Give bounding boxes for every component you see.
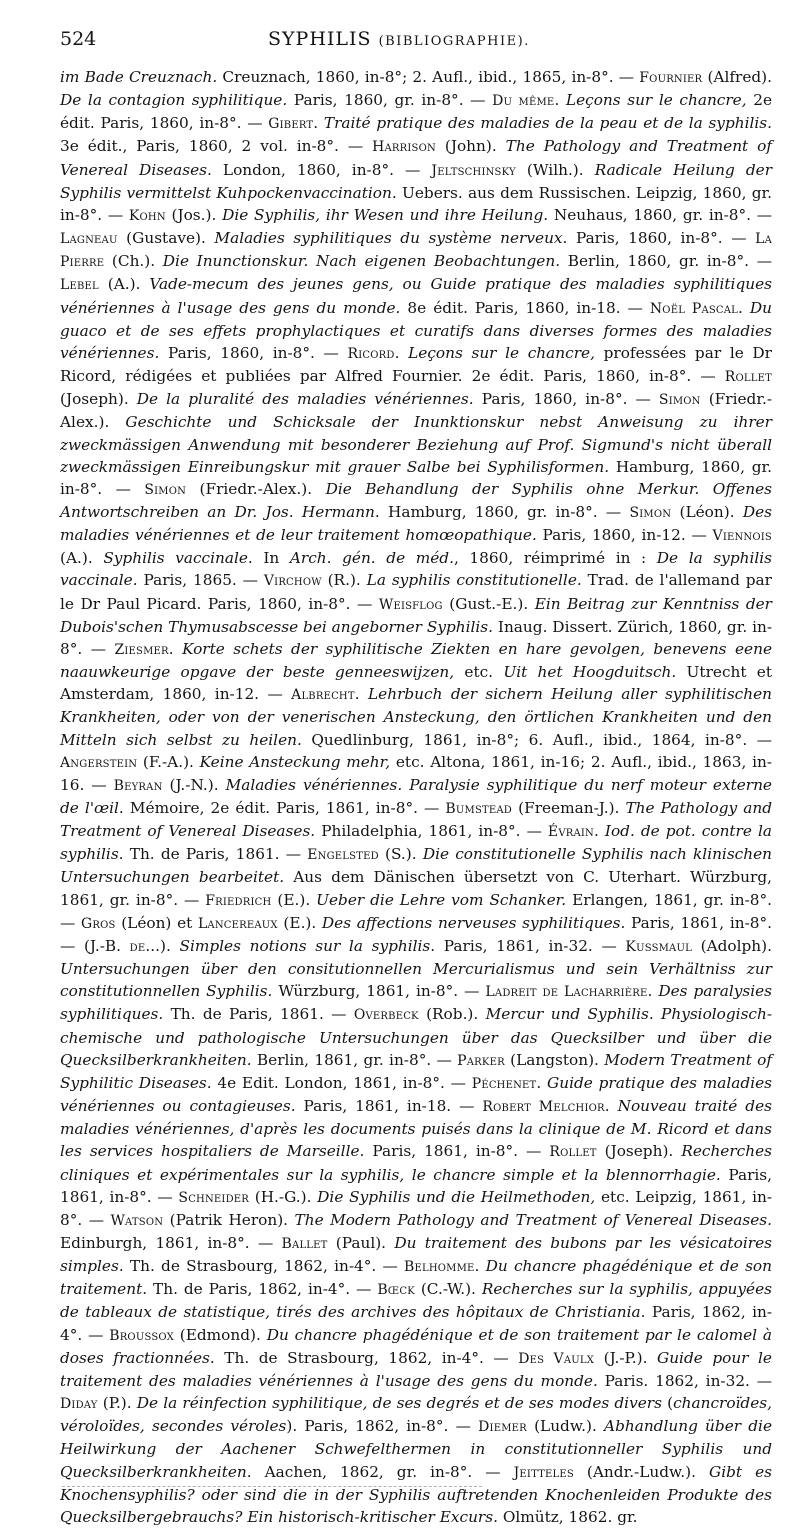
citation-text: . <box>604 1097 618 1116</box>
citation-text: (Langston). <box>504 1050 605 1069</box>
citation-text: (E.). <box>271 890 317 909</box>
work-title: Keine Ansteckung mehr, <box>199 752 391 771</box>
work-title: Maladies syphilitiques du système nerveux. <box>214 229 568 248</box>
citation-text: (P.). <box>97 1394 137 1413</box>
work-title: Die Syphilis und die Heilmethoden, <box>317 1187 596 1206</box>
work-title: The Pathology and Treatment of Venereal Diseases. <box>60 137 772 179</box>
citation-text: (Friedr.-Alex.). <box>60 390 773 432</box>
citation-text: Paris, 1860, in-8°. — <box>567 229 756 248</box>
running-title <box>268 28 530 50</box>
work-title: Die Syphilis, ihr Wesen und ihre Heilung. <box>222 205 549 224</box>
work-title: Du chancre phagédénique et de son traitement par le calomel à doses fractionnées. <box>60 1325 773 1367</box>
work-title: Du guaco et de ses effets prophylactiques et curatifs dans diverses formes des maladies vénériennes. <box>60 298 773 362</box>
citation-text: (Rob.). <box>418 1005 486 1024</box>
work-title: The Pathology and Treatment of Venereal Diseases. <box>60 799 772 841</box>
citation-text: (John). <box>435 137 506 156</box>
citation-text: (Léon) et <box>115 913 198 932</box>
citation-text: professées par le Dr Ricord, rédigées et publiées par Alfred Fournier. 2e édit. Paris, 1860, in-8°. — <box>60 343 772 386</box>
citation-text: Inaug. Dissert. Zürich, 1860, gr. in-8°. — <box>60 617 772 658</box>
citation-text: (C.-W.). <box>414 1280 482 1299</box>
work-title: Gibt es Knochensyphilis? oder sind die in der Syphilis auftretenden Knochenleiden Produkte des Quecksilbergebrauchs? Ein historisch-kritischer Excurs. <box>60 1462 773 1526</box>
work-title: Lehrbuch der sichern Heilung aller syphilitischen Krankheiten, oder von der venerischen Ansteckung, den örtlichen Krankheiten und den Mitteln sich selbst zu heilen. <box>60 685 772 749</box>
author-name: Diday <box>60 1396 98 1413</box>
author-name: de <box>129 938 146 955</box>
author-name: Harrison <box>372 139 436 156</box>
citation-text: Paris, 1861, in-8°. — (J.-B. <box>60 913 772 955</box>
citation-text: (Edmond). <box>173 1325 267 1344</box>
author-name: Lagneau <box>60 231 118 248</box>
author-name: Rollet <box>549 1144 597 1161</box>
work-title: Recherches sur la syphilis, appuyées de tableaux de statistique, tirés des archives des hôpitaux de Christiania. <box>60 1280 772 1322</box>
citation-text: . <box>647 982 659 1001</box>
running-title-sub: (BIBLIOGRAPHIE). <box>378 34 530 49</box>
work-title: Recherches cliniques et expérimentales sur la syphilis, le chancre simple et la blennorrhagie. <box>60 1142 772 1184</box>
author-name: Rollet <box>724 369 772 386</box>
author-name: La Pierre <box>60 231 772 271</box>
citation-text: (Jos.). <box>165 205 223 224</box>
author-name: Jeitteles <box>513 1464 574 1481</box>
work-title: Korte schets der syphilitische Ziekten en hare gevolgen, benevens eene naauwkeurige opgave der beste genneeswijzen, <box>60 639 772 682</box>
work-title: im Bade Creuznach. <box>60 68 218 86</box>
citation-text: (Léon). <box>671 502 743 521</box>
author-name: Bumstead <box>445 801 513 817</box>
work-title: Abhandlung über die Heilwirkung der Aachener Schwefelthermen in constitutionneller Syphilis und Quecksilberkrankheiten. <box>60 1417 772 1481</box>
citation-text: Paris, 1860, in-8°. — <box>473 390 659 409</box>
work-title: Die Behandlung der Syphilis ohne Merkur. Offenes Antwortschreiben an Dr. Jos. Hermann. <box>60 479 772 521</box>
work-title: Du chancre phagédénique et de son traitement. <box>60 1257 772 1299</box>
citation-text: Hamburg, 1860, gr. in-8°. — <box>60 457 772 498</box>
citation-text: (Gust.-E.). <box>442 594 535 613</box>
citation-text: 2e édit. Paris, 1860, in-8°. — <box>60 91 772 133</box>
citation-text: Paris, 1861, in-8°. — <box>60 1165 772 1206</box>
author-name: Ballet <box>281 1235 328 1252</box>
citation-text: Berlin, 1860, gr. in-8°. — <box>560 252 773 271</box>
work-title: Mercur und Syphilis. Physiologisch-chemische und pathologische Untersuchungen über das Quecksilber und über die Quecksilberkrankheiten. <box>60 1005 773 1069</box>
author-name: Overbeck <box>353 1007 419 1024</box>
citation-text: 4e Edit. London, 1861, in-8°. — <box>211 1073 472 1092</box>
author-name: Péchenet <box>471 1075 537 1092</box>
running-header <box>60 28 772 62</box>
citation-text: Erlangen, 1861, gr. in-8°. — <box>60 890 772 932</box>
citation-text: (Freeman-J.). <box>512 799 626 817</box>
author-name: Beyran <box>113 777 163 794</box>
author-name: Ricord <box>347 345 395 362</box>
work-title: Guide pour le traitement des maladies vénériennes à l'usage des gens du monde. <box>60 1348 772 1390</box>
citation-text: 3e édit., Paris, 1860, 2 vol. in-8°. — <box>60 137 373 156</box>
citation-text: Olmütz, 1862. gr. <box>497 1507 638 1526</box>
citation-text: (Ch.). <box>104 252 163 271</box>
citation-text: Paris, 1861, in-32. — <box>435 936 626 955</box>
citation-text: Hamburg, 1860, gr. in-8°. — <box>379 502 630 521</box>
citation-text: Philadelphia, 1861, in-8°. — <box>315 822 548 841</box>
citation-text: (Adolph). <box>691 936 772 955</box>
citation-text: etc. <box>454 663 504 682</box>
citation-text: In <box>252 549 290 568</box>
work-title: Iod. de pot. contre la syphilis. <box>60 822 772 864</box>
citation-text: Mémoire, 2e édit. Paris, 1861, in-8°. — <box>123 799 446 817</box>
work-title: Des maladies vénériennes et de leur traitement homœopathique. <box>60 502 772 545</box>
work-title: Des affections nerveuses syphilitiques. <box>321 913 626 932</box>
work-title: The Modern Pathology and Treatment of Venereal Diseases. <box>294 1210 773 1229</box>
work-title: chancroïdes, véroloïdes, secondes véroles <box>60 1394 772 1436</box>
citation-text: . <box>394 343 409 362</box>
citation-text: . <box>474 1257 486 1276</box>
author-name: Noël Pascal <box>649 300 739 317</box>
author-name: Albrecht <box>291 687 355 704</box>
citation-text: (H.-G.). <box>249 1187 318 1206</box>
author-name: Simon <box>144 481 187 498</box>
citation-text: (Alfred). <box>702 68 773 86</box>
citation-text: Th. de Strasbourg, 1862, in-4°. — <box>214 1348 519 1367</box>
citation-text: . <box>354 685 369 704</box>
citation-text: London, 1860, in-8°. — <box>211 160 432 179</box>
author-name: Du même <box>492 93 555 110</box>
author-name: Belhomme <box>403 1259 475 1276</box>
author-name: Friedrich <box>205 892 272 909</box>
citation-text: Creuznach, 1860, in-8°; 2. Aufl., ibid., 1865, in-8°. — <box>217 68 640 86</box>
work-title: De la contagion syphilitique. <box>60 91 288 110</box>
author-name: Fournier <box>639 70 703 86</box>
citation-text: Aachen, 1862, gr. in-8°. — <box>251 1462 514 1481</box>
footer-rule <box>62 1486 482 1488</box>
work-title: Radicale Heilung der Syphilis vermittelst Kuhpockenvaccination. <box>60 160 773 202</box>
citation-text: Trad. de l'allemand par le Dr Paul Picard. Paris, 1860, in-8°. — <box>60 571 772 613</box>
citation-text: Paris, 1862, in-4°. — <box>60 1303 772 1344</box>
work-title: Ein Beitrag zur Kenntniss der Dubois'schen Thymusabscesse bei angeborner Syphilis. <box>60 594 772 636</box>
work-title: Guide pratique des maladies vénériennes ou contagieuses. <box>60 1073 772 1116</box>
work-title: Syphilis vaccinale. <box>103 549 253 568</box>
citation-text: ( <box>661 1394 674 1413</box>
author-name: Gibert <box>268 116 314 133</box>
author-name: Simon <box>658 392 701 409</box>
citation-text: (Joseph). <box>596 1142 682 1161</box>
citation-text: Paris. 1862, in-32. — <box>597 1371 773 1390</box>
citation-text: (Paul). <box>327 1233 395 1252</box>
citation-text: Paris, 1865. — <box>137 571 264 590</box>
citation-text: (Patrik Heron). <box>163 1210 295 1229</box>
author-name: Lancereaux <box>197 915 278 932</box>
author-name: Gros <box>80 915 116 932</box>
citation-text: (Gustave). <box>117 229 215 248</box>
author-name: Viennois <box>712 528 772 545</box>
work-title: Nouveau traité des maladies vénériennes, d'après les documents puisés dans la clinique de M. Ricord et dans les services hospitaliers de Marseille. <box>60 1097 772 1161</box>
bibliography-text <box>60 66 772 1528</box>
work-title: Simples notions sur la syphilis. <box>179 936 436 955</box>
work-title: La syphilis constitutionelle. <box>366 571 582 590</box>
citation-text: . <box>313 114 324 133</box>
work-title: Leçons sur le chancre, <box>565 91 747 110</box>
citation-text: . <box>168 639 183 658</box>
work-title: De la pluralité des maladies vénériennes. <box>136 390 474 409</box>
citation-text: Paris, 1860, gr. in-8°. — <box>287 91 493 110</box>
work-title: Ueber die Lehre vom Schanker. <box>316 890 567 909</box>
work-title: Modern Treatment of Syphilitic Diseases. <box>60 1050 773 1092</box>
citation-text: Neuhaus, 1860, gr. in-8°. — <box>548 205 772 224</box>
citation-text: Paris, 1861, in-8°. — <box>364 1142 550 1161</box>
citation-text: Paris, 1861, in-18. — <box>295 1097 483 1116</box>
citation-text: (Friedr.-Alex.). <box>186 479 326 498</box>
work-title: Vade-mecum des jeunes gens, ou Guide pratique des maladies syphilitiques vénériennes à l'usage des gens du monde. <box>60 275 772 317</box>
citation-text: (R.). <box>321 571 367 590</box>
citation-text: (F.-A.). <box>137 752 200 771</box>
author-name: Watson <box>110 1212 164 1229</box>
author-name: Des Vaulx <box>518 1350 595 1367</box>
work-title: Uit het Hoogduitsch. <box>503 663 677 682</box>
citation-text: (A.). <box>98 275 150 294</box>
author-name: Évrain <box>547 824 594 841</box>
work-title: Des paralysies syphilitiques. <box>60 982 772 1024</box>
citation-text: (J.-N.). <box>162 775 226 794</box>
citation-text: Würzburg, 1861, in-8°. — <box>272 982 486 1001</box>
citation-text: (Ludw.). <box>526 1417 605 1436</box>
author-name: Virchow <box>263 573 322 590</box>
citation-text: . <box>536 1073 548 1092</box>
citation-text: , 1860, réimprimé in : <box>453 549 657 568</box>
citation-text: . <box>594 822 605 841</box>
citation-text: (A.). <box>60 549 104 568</box>
author-name: Angerstein <box>60 754 138 771</box>
citation-text: ). Paris, 1862, in-8°. — <box>286 1417 479 1436</box>
citation-text: (Joseph). <box>60 390 137 409</box>
citation-text: (S.). <box>378 845 423 864</box>
author-name: Diemer <box>478 1419 527 1436</box>
author-name: Jeltschinsky <box>431 162 516 179</box>
citation-text: etc. Leipzig, 1861, in-8°. — <box>60 1187 772 1229</box>
page-number: 524 <box>60 28 97 50</box>
work-title: Traité pratique des maladies de la peau et de la syphilis. <box>323 114 772 133</box>
work-title: Die Inunctionskur. Nach eigenen Beobachtungen. <box>162 252 561 271</box>
author-name: Broussox <box>109 1327 174 1344</box>
author-name: Weisflog <box>378 596 443 613</box>
work-title: Geschichte und Schicksale der Inunktionskur nebst Anweisung zu ihrer zweckmässigen Anwendung mit besonderer Beziehung auf Prof. Sigmund's nicht überall zweckmässigen Einreibungskur mit grauer Salbe bei Syphilisformen. <box>60 413 772 476</box>
author-name: Schneider <box>178 1189 250 1206</box>
work-title: Untersuchungen über den consitutionnellen Mercurialismus und sein Verhältniss zur constitutionnellen Syphilis. <box>60 960 772 1001</box>
author-name: Ziesmer <box>114 641 169 658</box>
citation-text: Th. de Strasbourg, 1862, in-4°. — <box>123 1257 404 1276</box>
citation-text: (E.). <box>277 913 322 932</box>
author-name: Robert Melchior <box>482 1099 605 1116</box>
author-name: Lebel <box>60 277 99 294</box>
citation-text: Paris, 1860, in-8°. — <box>159 343 348 362</box>
work-title: De la réinfection syphilitique, de ses degrés et de ses modes divers <box>136 1394 662 1413</box>
citation-text: . <box>554 91 566 110</box>
author-name: Parker <box>457 1052 505 1069</box>
work-title: De la syphilis vaccinale. <box>60 549 772 590</box>
citation-text: Th. de Paris, 1862, in-4°. — <box>147 1280 378 1299</box>
citation-text: Aus dem Dänischen übersetzt von C. Uterhart. Würzburg, 1861, gr. in-8°. — <box>60 868 772 909</box>
author-name: Engelsted <box>307 847 379 864</box>
work-title: Du traitement des bubons par les vésicatoires simples. <box>60 1233 772 1276</box>
work-title: Leçons sur le chancre, <box>408 343 595 362</box>
author-name: Ladreit de Lacharrière <box>485 984 648 1001</box>
author-name: Simon <box>629 504 672 521</box>
citation-text: Berlin, 1861, gr. in-8°. — <box>251 1050 458 1069</box>
citation-text: etc. Altona, 1861, in-16; 2. Aufl., ibid., 1863, in-16. — <box>60 752 772 794</box>
work-title: Maladies vénériennes. Paralysie syphilitique du nerf moteur externe de l'œil. <box>60 775 772 817</box>
citation-text: 8e édit. Paris, 1860, in-18. — <box>400 298 650 317</box>
citation-text: Th. de Paris, 1861. — <box>123 845 308 864</box>
author-name: Kussmaul <box>625 938 692 955</box>
running-title-main: SYPHILIS <box>268 28 372 50</box>
citation-text: Uebers. aus dem Russischen. Leipzig, 1860, gr. in-8°. — <box>60 183 773 224</box>
citation-text: (Andr.-Ludw.). <box>573 1462 710 1481</box>
author-name: Kohn <box>128 207 166 224</box>
citation-text: Quedlinburg, 1861, in-8°; 6. Aufl., ibid., 1864, in-8°. — <box>301 730 772 749</box>
author-name: Bœck <box>377 1282 415 1299</box>
citation-text: Paris, 1860, in-12. — <box>536 526 713 545</box>
citation-text: Edinburgh, 1861, in-8°. — <box>60 1233 282 1252</box>
work-title: Arch. gén. de méd. <box>289 549 454 568</box>
citation-text: (Wilh.). <box>515 160 595 179</box>
citation-text: . <box>738 298 750 317</box>
citation-text: Utrecht et Amsterdam, 1860, in-12. — <box>60 663 772 704</box>
work-title: Die constitutionelle Syphilis nach klinischen Untersuchungen bearbeitet. <box>60 845 772 887</box>
citation-text: (J.-P.). <box>594 1348 657 1367</box>
citation-text: Th. de Paris, 1861. — <box>163 1005 354 1024</box>
citation-text: ...). <box>145 936 180 955</box>
